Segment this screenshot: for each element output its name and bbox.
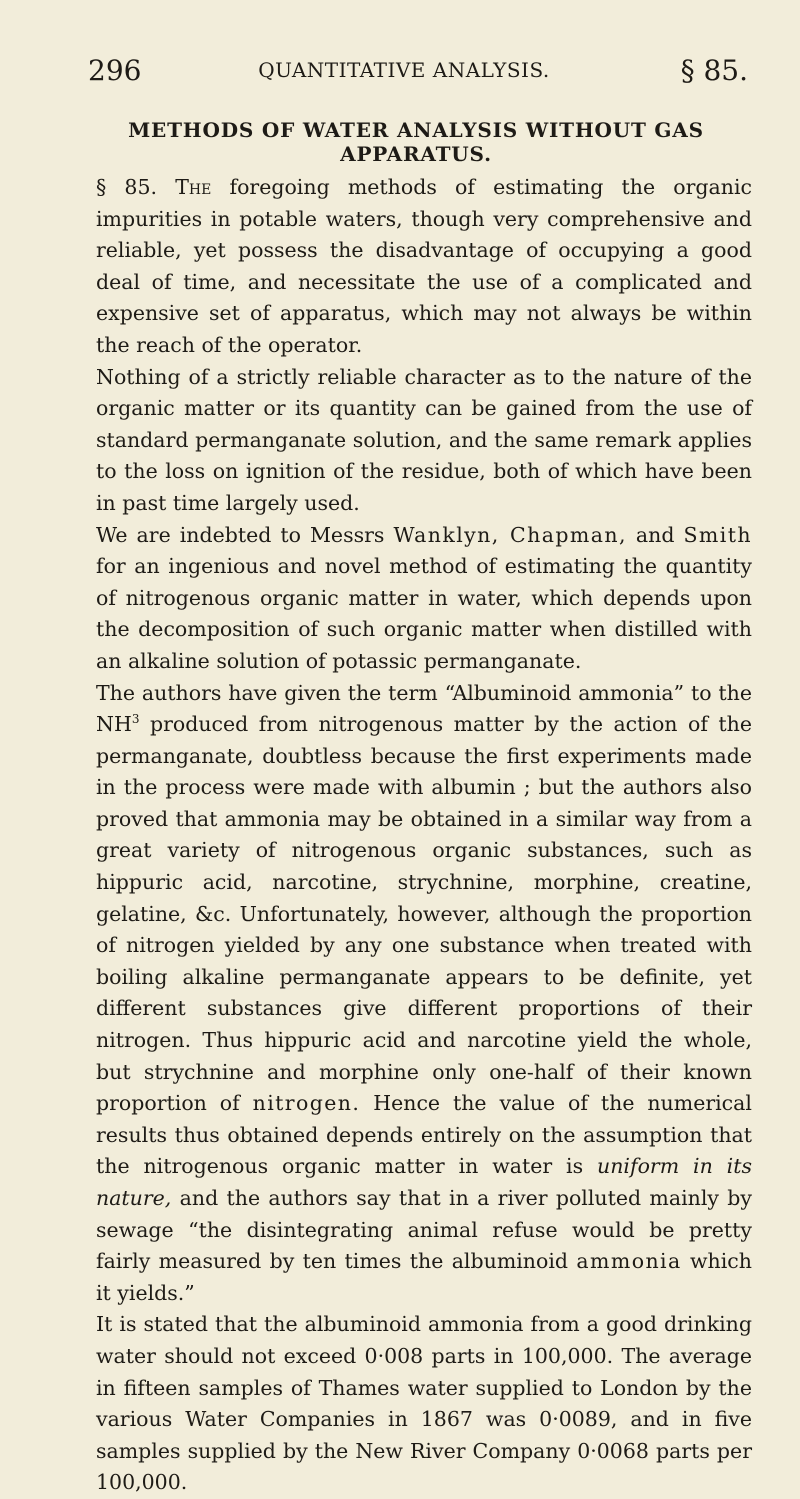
paragraph-text: foregoing methods of estimating the organic impurities in potable waters, though very comprehensive and reliable, yet possess the disadvantage of occupying a good deal of time, and necessitate the use of a complicated and expensive set of apparatus, which may not always be within the reach of the operator. [96,175,752,357]
author-name: Smith [683,522,752,547]
paragraph [96,172,752,362]
lead-word: The [175,175,212,199]
section-heading: METHODS OF WATER ANALYSIS WITHOUT GAS APPARATUS. [128,118,704,166]
section-mark: § 85. [96,175,158,199]
paragraph-text: for an ingenious and novel method of estimating the quantity of nitrogenous organic matter in water, which depends upon the decomposition of such organic matter when distilled with an alkaline solution of potassic permanganate. [96,554,752,673]
paragraph-text: and the authors say that in a river polluted mainly by sewage “the disintegrating animal refuse would be pretty fairly measured by ten times the albuminoid [96,1186,752,1274]
paragraph [96,520,752,678]
paragraph-text: produced from nitrogenous matter by the action of the permanganate, doubtless because the first experiments made in the process were made with albumin ; but the authors also proved that ammonia may be obtained in a similar way from a great variety of nitrogenous organic substances, such as hippuric acid, narcotine, strychnine, morphine, creatine, gelatine, &c. Unfortunately, however, although the proportion of nitrogen yielded by any one substance when treated with boiling alkaline permanganate appears to be definite, yet different substances give different proportions of their nitrogen. Thus hippuric acid and narcotine yield the whole, but strychnine and morphine only one-half of their known proportion of [96,712,752,1116]
paragraph-text: Hence the value of the numerical results thus obtained depends entirely on the assumption that the nitrogenous organic matter in water is [96,1091,752,1179]
body-text [96,172,752,1499]
superscript: 3 [131,712,140,727]
paragraph [96,362,752,520]
author-names: Wanklyn, Chapman, [393,522,627,547]
paragraph [96,1309,752,1499]
page-number: 296 [88,54,142,87]
running-title: QUANTITATIVE ANALYSIS. [258,58,550,82]
spaced-word: ammonia [576,1249,682,1274]
paragraph-text: We are indebted to Messrs [96,522,385,547]
italic-phrase: uniform in its nature, [96,1154,752,1210]
paragraph [96,678,752,1310]
spaced-word: nitrogen. [252,1091,361,1116]
paragraph-text: and [635,522,675,547]
paragraph-text: The authors have given the term “Albuminoid ammonia” to the NH [96,680,752,737]
paragraph-text: which it yields.” [96,1249,752,1305]
paragraph-text: It is stated that the albuminoid ammonia from a good drinking water should not exceed 0·008 parts in 100,000. The average in fifteen samples of Thames water supplied to London by the various Water Companies in 1867 was 0·0089, and in five samples supplied by the New River Company 0·0068 parts per 100,000. [96,1312,752,1495]
running-head [60,50,748,90]
paragraph-text: Nothing of a strictly reliable character as to the nature of the organic matter or its quantity can be gained from the use of standard permanganate solution, and the same remark applies to the loss on ignition of the residue, both of which have been in past time largely used. [96,364,752,515]
section-reference: § 85. [680,54,748,87]
